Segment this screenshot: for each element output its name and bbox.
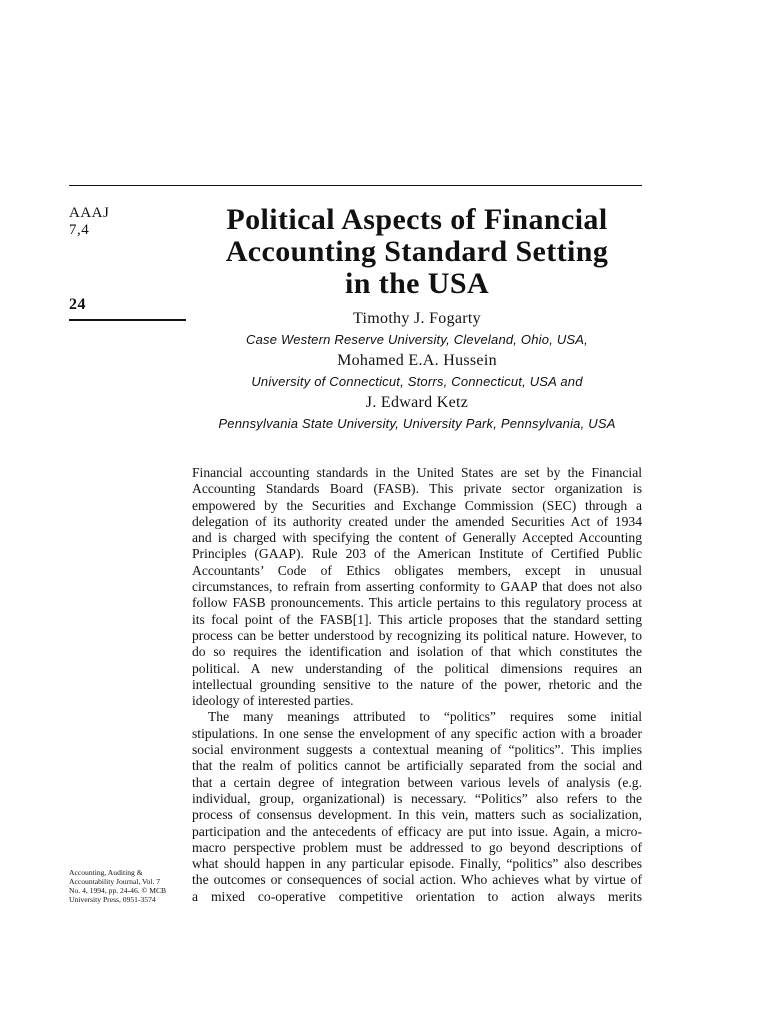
top-rule [69,185,642,186]
body-line: Financial accounting standards in the United States are set by the Financial [192,465,642,480]
body-line: that a certain degree of integration between various levels of analysis (e.g. [192,774,642,790]
article-body [192,465,642,905]
body-line: that the realm of politics cannot be artificially separated from the social and [192,758,642,774]
body-line: individual, group, organizational) is necessary. “Politics” also refers to the [192,790,642,806]
author-affiliation: Case Western Reserve University, Cleveland, Ohio, USA, [246,332,588,347]
body-line: the outcomes or consequences of social action. Who achieves what by virtue of [192,872,642,888]
body-line: follow FASB pronouncements. This article pertains to this regulatory process at [192,595,642,611]
body-line: social environment suggests a contextual meaning of “politics”. This implies [192,742,642,758]
body-line: and is charged with specifying the content of Generally Accepted Accounting [192,530,642,546]
body-line: intellectual grounding sensitive to the nature of the power, rhetoric and the [192,676,642,692]
citation-line: Accounting, Auditing & [69,868,143,877]
body-line: political. A new understanding of the political dimensions requires an [192,660,642,676]
body-line: The many meanings attributed to “politics” requires some initial [208,709,642,725]
body-line: process of consensus development. In this vein, matters such as socialization, [192,807,642,823]
page-number: 24 [69,296,86,313]
title-line: Political Aspects of Financial [226,203,608,236]
author-name: Mohamed E.A. Hussein [337,352,497,369]
journal-volume-issue: 7,4 [69,222,90,238]
body-line: circumstances, to refrain from asserting conformity to GAAP that does not also [192,579,642,595]
body-line: ideology of interested parties. [192,693,354,709]
body-line: Accountants’ Code of Ethics obligates members, except in unusual [192,562,642,578]
body-line: stipulations. In one sense the envelopment of any specific action with a broader [192,725,642,741]
body-line: do so requires the identification and isolation of that which constitutes the [192,644,642,660]
title-line: in the USA [344,267,490,300]
body-paragraph [192,465,642,709]
body-line: participation and the antecedents of efficacy are put into issue. Again, a micro- [192,823,642,839]
citation-line: No. 4, 1994, pp. 24-46. © MCB [69,886,167,896]
citation-line: University Press, 0951-3574 [69,895,156,905]
journal-code [69,205,109,239]
citation-line: Accountability Journal, Vol. 7 [69,877,161,887]
journal-citation [69,868,179,904]
body-line: empowered by the Securities and Exchange Commission (SEC) through a [192,497,642,513]
body-line: a mixed co-operative competitive orientation to action always merits [192,888,642,904]
body-paragraph [192,709,642,905]
body-line: delegation of its authority created under the amended Securities Act of 1934 [192,513,642,529]
author-affiliation: University of Connecticut, Storrs, Connecticut, USA and [251,374,583,389]
body-line: macro perspective problem must be addressed to go beyond descriptions of [192,839,642,855]
body-line: Principles (GAAP). Rule 203 of the American Institute of Certified Public [192,546,642,562]
author-affiliation: Pennsylvania State University, University Park, Pennsylvania, USA [218,416,616,431]
article-title [192,204,642,300]
body-line: its focal point of the FASB[1]. This article proposes that the standard setting [192,611,642,627]
title-line: Accounting Standard Setting [225,235,609,268]
author-name: Timothy J. Fogarty [353,310,481,327]
body-line: process can be better understood by recognizing its political nature. However, to [192,627,642,643]
body-line: Accounting Standards Board (FASB). This private sector organization is [192,481,642,497]
body-line: what should happen in any particular episode. Finally, “politics” also describes [192,856,642,872]
author-list [192,309,642,435]
page-number-rule [69,319,186,321]
author-name: J. Edward Ketz [365,394,469,411]
journal-code-abbrev: AAAJ [69,205,110,221]
